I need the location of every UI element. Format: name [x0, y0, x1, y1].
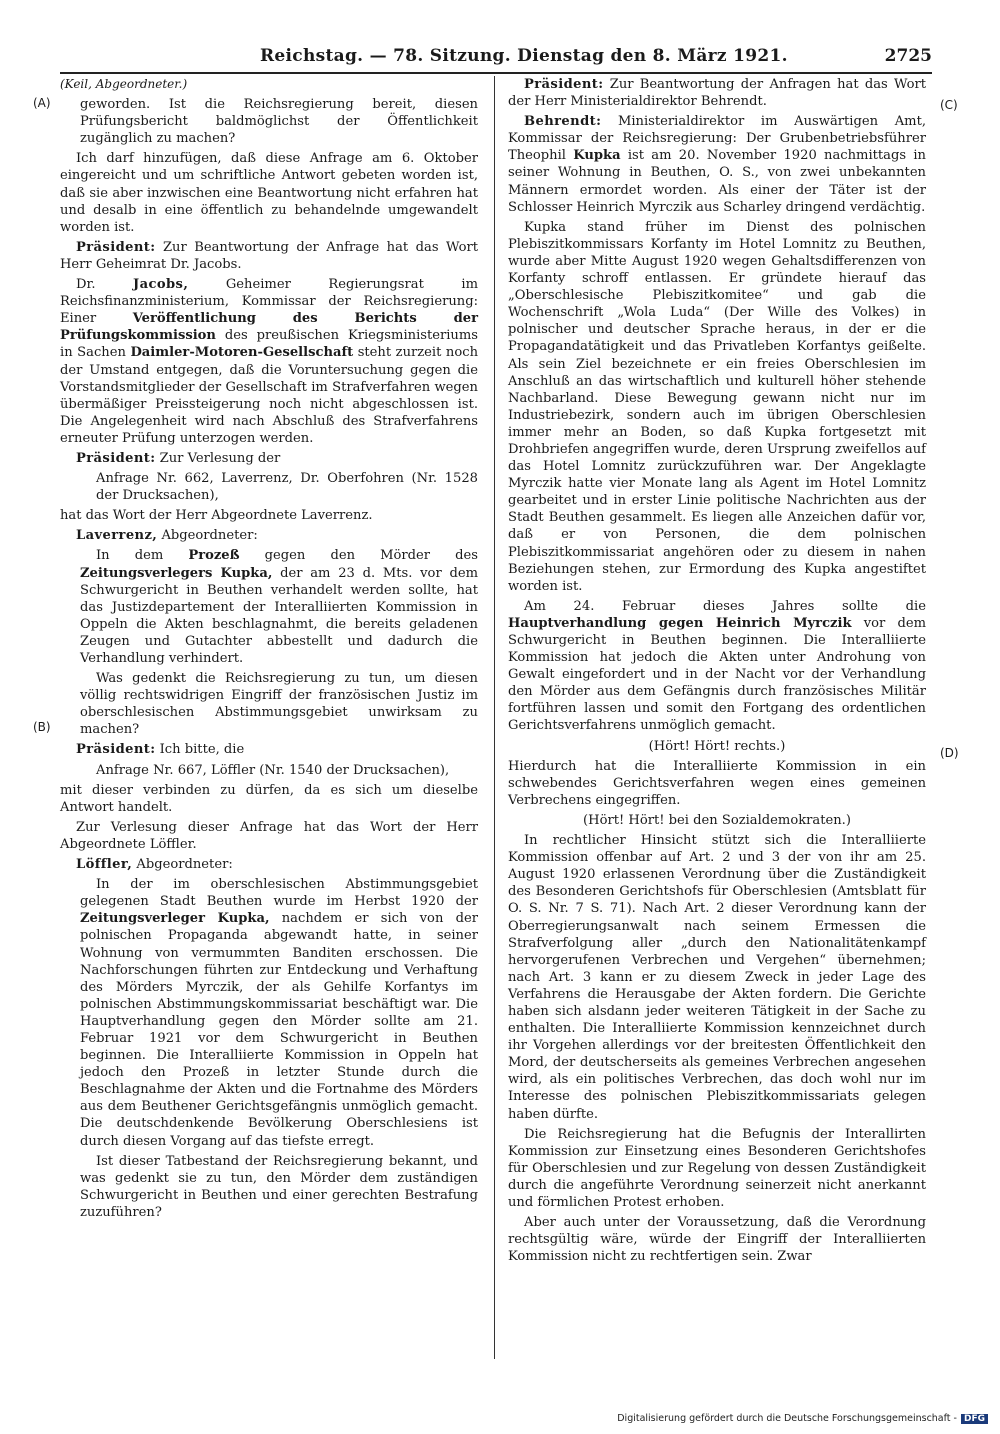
- page-header: [60, 44, 932, 74]
- paragraph: Die Reichsregierung hat die Befugnis der Interallirten Kommission zur Einsetzung eines Besonderen Gerichtshofes für Oberschlesien und zur Regelung von dessen Zuständigkeit durch die angeführte Verordnung seinerzeit nicht anerkannt und förmlichen Protest erhoben.: [508, 1126, 926, 1210]
- emphasis: Zeitungsverleger Kupka,: [80, 911, 270, 927]
- paragraph: hat das Wort der Herr Abgeordnete Laverrenz.: [60, 508, 373, 524]
- inquiry-reference: Anfrage Nr. 662, Laverrenz, Dr. Oberfohren (Nr. 1528 der Drucksachen),: [96, 471, 478, 504]
- speech-text: des preußischen Kriegsministeriums in Sachen: [60, 328, 478, 361]
- speaker-name: Präsident:: [76, 742, 156, 758]
- paragraph: Ist dieser Tatbestand der Reichsregierung bekannt, und was gedenkt sie zu tun, den Mörder dem zuständigen Schwurgericht in Beuthen und einer gerechten Bestrafung zuzuführen?: [80, 1153, 478, 1220]
- speech-jacobs: [60, 276, 478, 447]
- inquiry-text: [60, 547, 478, 738]
- speech-president: [508, 76, 926, 110]
- speaker-name: Präsident:: [76, 239, 156, 255]
- speaker-name: Behrendt:: [524, 114, 602, 130]
- speaker-name: Löffler,: [76, 857, 133, 873]
- dfg-logo: DFG: [961, 1414, 988, 1424]
- right-column: [508, 76, 926, 1268]
- footer-text: Digitalisierung gefördert durch die Deutsche Forschungsgemeinschaft -: [617, 1413, 957, 1424]
- emphasis: Zeitungsverlegers Kupka,: [80, 565, 273, 581]
- emphasis: Hauptverhandlung gegen Heinrich Myrczik: [508, 615, 852, 631]
- speaker-name: Jacobs,: [133, 277, 189, 293]
- emphasis: Daimler-Motoren-Gesellschaft: [130, 345, 354, 361]
- inquiry-reference: Anfrage Nr. 667, Löffler (Nr. 1540 der Drucksachen),: [96, 762, 450, 778]
- margin-marker-c: (C): [940, 98, 958, 112]
- speech-text: Zur Beantwortung der Anfragen hat das Wort der Herr Ministerialdirektor Behrendt.: [508, 77, 926, 110]
- header-title: Reichstag. — 78. Sitzung. Dienstag den 8. März 1921.: [260, 46, 788, 66]
- paragraph: [508, 598, 926, 735]
- speech-text: gegen den Mörder des: [239, 548, 478, 564]
- page-number: 2725: [884, 46, 932, 66]
- speech-loeffler: [60, 856, 478, 873]
- paragraph: Hierdurch hat die Interalliierte Kommission in ein schwebendes Gerichtsverfahren wegen eines gemeinen Verbrechens eingegriffen.: [508, 758, 926, 808]
- speech-text: Geheimer Regierungsrat im Reichsfinanzministerium, Kommissar der Reichsregierung: Einer: [60, 277, 478, 327]
- inquiry-text: [60, 876, 478, 1221]
- margin-marker-b: (B): [33, 720, 51, 734]
- speech-text: Zur Verlesung der: [155, 450, 281, 466]
- speech-text: steht zurzeit noch der Umstand entgegen, daß die Voruntersuchung gegen die Vorstandsmitglieder der Gesellschaft im Strafverfahren wegen übermäßiger Preissteigerung noch nicht abgeschlossen ist. Die Angelegenheit wird nach Abschluß des Strafverfahrens erneuter Prüfung unterzogen werden.: [60, 345, 478, 446]
- speech-president: [60, 741, 478, 758]
- paragraph: [80, 547, 478, 667]
- emphasis: Prozeß: [188, 548, 240, 564]
- speech-text: der am 23 d. Mts. vor dem Schwurgericht in Beuthen verhandelt werden sollte, hat das Justizdepartement der Interalliierten Kommission in Oppeln die Akten beschlagnahmt, die bereits geladenen Zeugen und Gutachter abbestellt und dadurch die Verhandlung verhindert.: [80, 565, 478, 666]
- paragraph: Aber auch unter der Voraussetzung, daß die Verordnung rechtsgültig wäre, würde der Eingriff der Interalliierten Kommission nicht zu rechtfertigen sein. Zwar: [508, 1215, 926, 1265]
- speech-president: [60, 450, 478, 467]
- paragraph: mit dieser verbinden zu dürfen, da es sich um dieselbe Antwort handelt.: [60, 782, 478, 815]
- speech-text: Am 24. Februar dieses Jahres sollte die: [524, 598, 926, 614]
- paragraph: geworden. Ist die Reichsregierung bereit, diesen Prüfungsbericht baldmöglichst der Öffentlichkeit zugänglich zu machen?: [80, 97, 478, 147]
- speech-text: In dem: [96, 548, 189, 564]
- paragraph: In rechtlicher Hinsicht stützt sich die Interalliierte Kommission offenbar auf Art. 2 und 3 der von ihr am 25. August 1920 erlassenen Verordnung über die Zuständigkeit des Besonderen Gerichtshofs für Oberschlesien (Amtsblatt für O. S. Nr. 7 S. 71). Nach Art. 2 dieser Verordnung kann der Oberregierungsanwalt nach seinem Ermessen die Strafverfolgung aller „durch den Nationalitätenkampf hervorgerufenen Verbrechen und Vergehen“ übernehmen; nach Art. 3 kann er zu diesem Zweck in jeder Lage des Verfahrens die Herausgabe der Akten fordern. Die Gerichte haben sich alsdann jeder weiteren Tätigkeit in der Sache zu enthalten. Die Interalliierte Kommission kennzeichnet durch ihr Vorgehen allerdings vor der breitesten Öffentlichkeit den Mord, der deutscherseits als gemeines Verbrechen angesehen wird, als ein politisches Verbrechen, das doch wohl nur im Interesse des polnischen Plebiszitkommissariats gelegen haben dürfte.: [508, 833, 926, 1122]
- speaker-continuation: (Keil, Abgeordneter.): [60, 77, 188, 91]
- speech-behrendt: [508, 113, 926, 216]
- speech-text: Ministerialdirektor im Auswärtigen Amt, Kommissar der Reichsregierung: Der Grubenbetriebsführer Theophil: [508, 114, 926, 164]
- speaker-role: Abgeordneter:: [132, 857, 233, 873]
- speech-text: Zur Beantwortung der Anfrage hat das Wort Herr Geheimrat Dr. Jacobs.: [60, 239, 478, 272]
- speaker-name: Präsident:: [524, 77, 604, 92]
- speech-text: nachdem er sich von der polnischen Propaganda abgewandt hatte, in seiner Wohnung von vermummten Banditen erschossen. Die Nachforschungen führten zur Entdeckung und Verhaftung des Mörders Myrczik, der als Gehilfe Korfantys im polnischen Abstimmungskommissariat beschäftigt war. Die Hauptverhandlung gegen den Mörder sollte am 21. Februar 1921 vor dem Schwurgericht in Beuthen beginnen. Die Interalliierte Kommission in Oppeln hat jedoch den Prozeß in letzter Stunde durch die Beschlagnahme der Akten und die Fortnahme des Mörders aus dem Beuthener Gerichtsgefängnis unmöglich gemacht. Die deutschdenkende Bevölkerung Oberschlesiens ist durch diesen Vorgang auf das tiefste erregt.: [80, 911, 478, 1149]
- speaker-name: Laverrenz,: [76, 528, 158, 544]
- paragraph: Kupka stand früher im Dienst des polnischen Plebiszitkommissars Korfanty im Hotel Lomnitz zu Beuthen, wurde aber Mitte August 1920 wegen Gehaltsdifferenzen von Korfanty schroff entlassen. Er gründete hierauf das „Oberschlesische Plebiszitkomitee“ und gab die Wochenschrift „Wola Luda“ (Der Wille des Volkes) in polnischer und deutscher Sprache heraus, in der er die Propagandatätigkeit und das Privatleben Korfantys geißelte. Als sein Ziel bezeichnete er ein freies Oberschlesien im Anschluß an das wirtschaftlich und kulturell höher stehende Nachbarland. Diese Bewegung gewann nicht nur im Industriebezirk, sondern auch im übrigen Oberschlesien immer mehr an Boden, so daß Kupka fortgesetzt mit Drohbriefen angegriffen wurde, deren Ursprung zweifellos auf das Hotel Lomnitz zurückzuführen war. Der Angeklagte Myrczik hatte vier Monate lang als Agent im Hotel Lomnitz gearbeitet und in erster Linie politische Nachrichten aus der Stadt Beuthen gesammelt. Es liegen alle Anzeichen dafür vor, daß er von Personen, die dem polnischen Plebiszitkommissariat angehören oder zu diesem in nahen Beziehungen stehen, zur Ermordung des Kupka angestiftet worden ist.: [508, 219, 926, 594]
- interjection: (Hört! Hört! rechts.): [648, 738, 786, 754]
- digitization-footer: [617, 1413, 988, 1424]
- margin-marker-a: (A): [33, 96, 51, 110]
- speech-text: In der im oberschlesischen Abstimmungsgebiet gelegenen Stadt Beuthen wurde im Herbst 1920 der: [80, 877, 478, 910]
- paragraph: [80, 876, 478, 1150]
- speaker-name: Präsident:: [76, 450, 156, 466]
- margin-marker-d: (D): [940, 746, 959, 760]
- emphasis: Veröffentlichung des Berichts der Prüfungskommission: [60, 311, 478, 344]
- paragraph: Was gedenkt die Reichsregierung zu tun, um diesen völlig rechtswidrigen Eingriff der französischen Justiz im oberschlesischen Abstimmungsgebiet unwirksam zu machen?: [80, 671, 478, 738]
- speech-president: [60, 239, 478, 273]
- speech-text: vor dem Schwurgericht in Beuthen beginnen. Die Interalliierte Kommission hat jedoch die Akten unter Androhung von Gewalt eingefordert und in der Nacht vor der Verhandlung den Mörder aus dem Gefängnis durch französisches Militär fortführen lassen und somit den Fortgang des ordentlichen Gerichtsverfahrens unmöglich gemacht.: [508, 615, 926, 734]
- speech-text: Dr.: [76, 277, 134, 293]
- paragraph: Ich darf hinzufügen, daß diese Anfrage am 6. Oktober eingereicht und um schriftliche Antwort gebeten worden ist, daß sie aber inzwischen eine Beantwortung nicht erfahren hat und desalb in eine öffentlich zu behandelnde umgewandelt worden ist.: [60, 151, 478, 235]
- speech-text: Ich bitte, die: [155, 742, 245, 758]
- speech-text: ist am 20. November 1920 nachmittags in seiner Wohnung in Beuthen, O. S., von zwei unbekannten Männern ermordet worden. Als einer der Täter ist der Schlosser Heinrich Myrczik aus Scharley dringend verdächtig.: [508, 148, 926, 215]
- left-column: [60, 76, 478, 1224]
- speaker-role: Abgeordneter:: [157, 528, 258, 544]
- interjection: (Hört! Hört! bei den Sozialdemokraten.): [583, 812, 851, 828]
- paragraph: Zur Verlesung dieser Anfrage hat das Wort der Herr Abgeordnete Löffler.: [60, 819, 478, 852]
- emphasis: Kupka: [573, 148, 621, 164]
- speech-laverrenz: [60, 527, 478, 544]
- column-divider: [494, 76, 495, 1359]
